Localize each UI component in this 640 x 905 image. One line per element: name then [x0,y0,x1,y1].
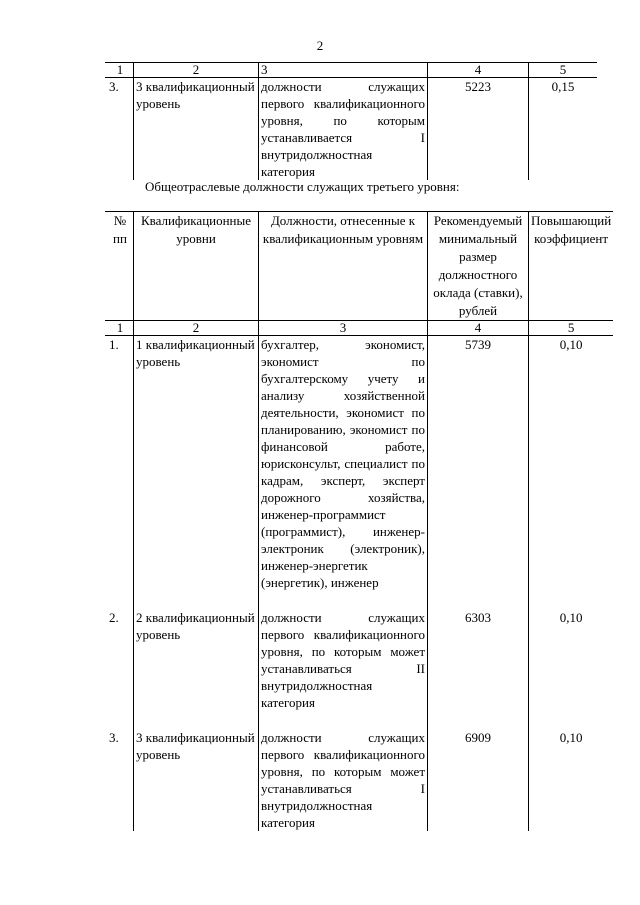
row-number: 2. [109,610,119,625]
qualification-level: 3 квалификационный уровень [134,78,259,181]
row-number: 1. [109,337,119,352]
column-number: 4 [428,63,529,78]
column-number: 3 [259,63,428,78]
column-number-row [105,321,613,336]
section-title: Общеотраслевые должности служащих третьего уровня: [145,179,460,194]
salary-value: 6303 [428,609,529,711]
header-row [105,212,613,321]
header-positions: Должности, отнесенные к квалификационным уровням [259,212,428,321]
header-num: № пп [105,212,134,321]
row-spacer [105,711,613,729]
coefficient-value: 0,10 [529,729,614,831]
column-number: 2 [134,63,259,78]
salary-value: 5223 [428,78,529,181]
column-number-row [105,63,597,78]
header-level: Квалификационные уровни [134,212,259,321]
row-number: 3. [109,730,119,745]
positions-text: бухгалтер, экономист, экономист по бухгалтерскому учету и анализу хозяйственной деятельности, экономист по планированию, экономист по финансовой работе, юрисконсульт, специалист по кадрам, эксперт, эксперт дорожного хозяйства, инженер-программист (программист), инженер-электроник (электроник), инженер-энергетик (энергетик), инженер [259,336,428,592]
coefficient-value: 0,10 [529,336,614,592]
column-number: 1 [105,63,134,78]
table-row [105,729,613,831]
header-salary: Рекомендуемый минимальный размер должностного оклада (ставки), рублей [428,212,529,321]
positions-table [105,211,613,831]
column-number: 5 [529,321,614,336]
column-number: 3 [259,321,428,336]
qualification-level: 2 квалификационный уровень [134,609,259,711]
coefficient-value: 0,15 [529,78,598,181]
continuation-table [105,62,597,180]
row-spacer [105,591,613,609]
qualification-level: 3 квалификационный уровень [134,729,259,831]
column-number: 2 [134,321,259,336]
column-number: 5 [529,63,598,78]
positions-text: должности служащих первого квалификационного уровня, по которым может устанавливаться I внутридолжностная категория [259,729,428,831]
column-number: 1 [105,321,134,336]
positions-text: должности служащих первого квалификационного уровня, по которым устанавливается I внутридолжностная категория [259,78,428,181]
row-number: 3. [109,79,119,94]
salary-value: 5739 [428,336,529,592]
salary-value: 6909 [428,729,529,831]
page-number: 2 [316,38,324,53]
qualification-level: 1 квалификационный уровень [134,336,259,592]
coefficient-value: 0,10 [529,609,614,711]
table-row [105,78,597,181]
table-row [105,609,613,711]
header-coefficient: Повышающий коэффициент [529,212,614,321]
positions-text: должности служащих первого квалификационного уровня, по которым может устанавливаться II внутридолжностная категория [259,609,428,711]
table-row [105,336,613,592]
column-number: 4 [428,321,529,336]
